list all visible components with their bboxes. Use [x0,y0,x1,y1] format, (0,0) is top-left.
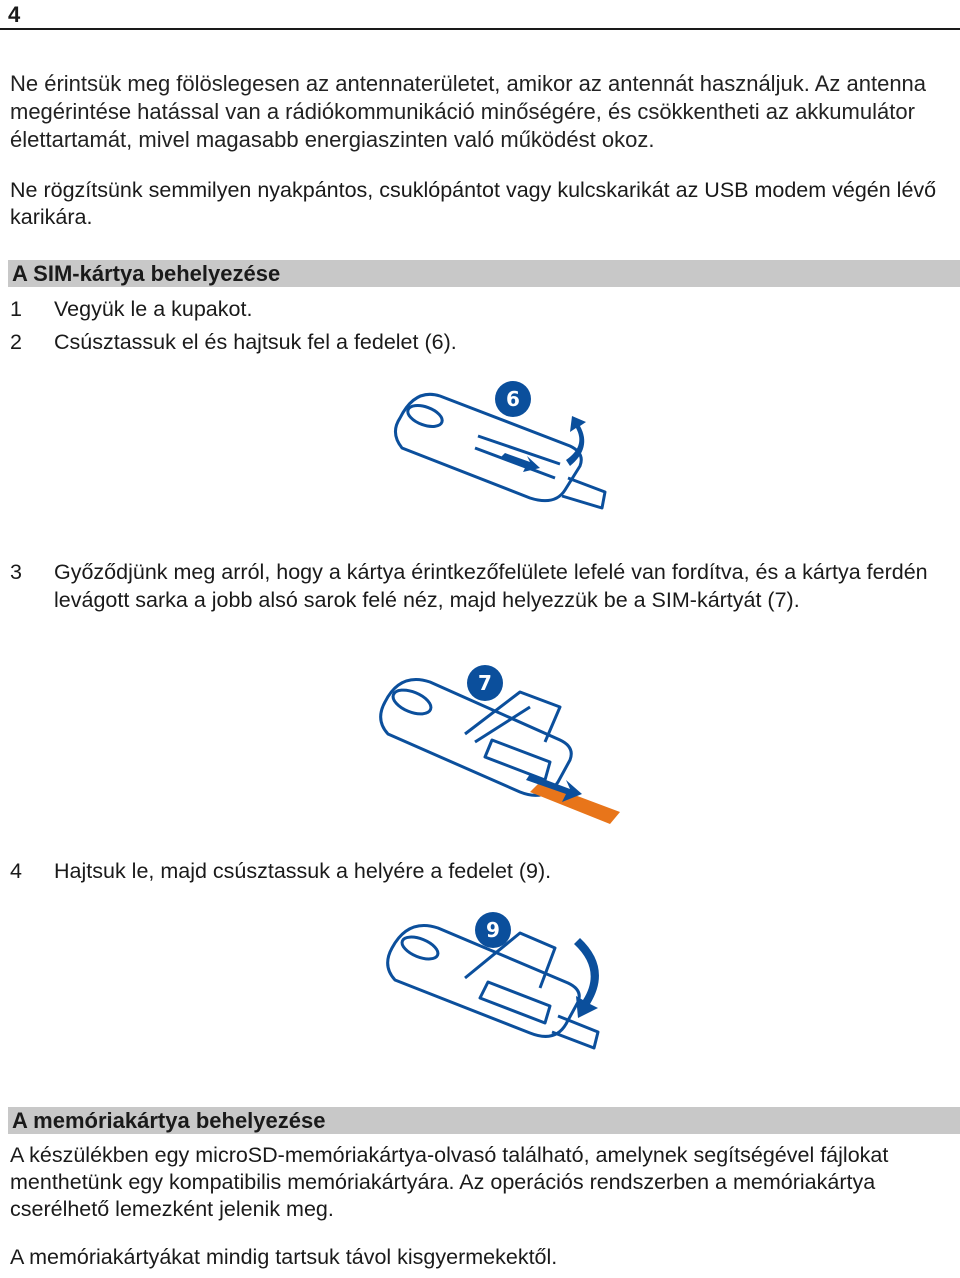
figure-9-close-cover [380,908,620,1058]
step-number: 1 [10,297,22,321]
sim-step-4 [10,857,950,885]
figure-9-label: 9 [486,918,500,942]
memory-section-heading: A memóriakártya behelyezése [8,1107,960,1134]
figure-6-label: 6 [506,387,520,411]
step-number: 3 [10,560,22,584]
sim-step-1 [10,295,950,323]
step-number: 4 [10,859,22,883]
sim-step-2 [10,328,950,356]
step-number: 2 [10,330,22,354]
figure-7-label: 7 [478,671,492,695]
intro-paragraph-antenna: Ne érintsük meg fölöslegesen az antennaterületet, amikor az antennát használjuk. Az antenna megérintése hatással van a rádiókommunikáció minőségére, és csökkentheti az akkumulátor élettartamát, mivel magasabb energiaszinten való működést okoz. [10,71,927,152]
step-text: Vegyük le a kupakot. [54,297,253,321]
page-number: 4 [8,2,21,27]
memory-paragraph-children: A memóriakártyákat mindig tartsuk távol kisgyermekektől. [10,1245,558,1269]
figure-7-insert-sim [370,662,630,832]
step-text: Győződjünk meg arról, hogy a kártya érintkezőfelülete lefelé van fordítva, és a kártya ferdén levágott sarka a jobb alsó sarok felé néz, majd helyezzük be a SIM-kártyát (7). [54,560,928,612]
memory-paragraph-reader: A készülékben egy microSD-memóriakártya-olvasó található, amelynek segítségével fájlokat menthetünk egy kompatibilis memóriakártyára. Az operációs rendszerben a memóriakártya cserélhető lemezként jelenik meg. [10,1143,889,1221]
intro-paragraph-strap: Ne rögzítsünk semmilyen nyakpántos, csuklópántot vagy kulcskarikát az USB modem végén lévő karikára. [10,178,937,229]
figure-6-slide-cover [380,378,620,528]
step-text: Csúsztassuk el és hajtsuk fel a fedelet (6). [54,330,457,354]
sim-section-heading: A SIM-kártya behelyezése [8,260,960,287]
step-text: Hajtsuk le, majd csúsztassuk a helyére a fedelet (9). [54,859,552,883]
header-rule [0,28,960,30]
sim-step-3 [10,558,950,614]
